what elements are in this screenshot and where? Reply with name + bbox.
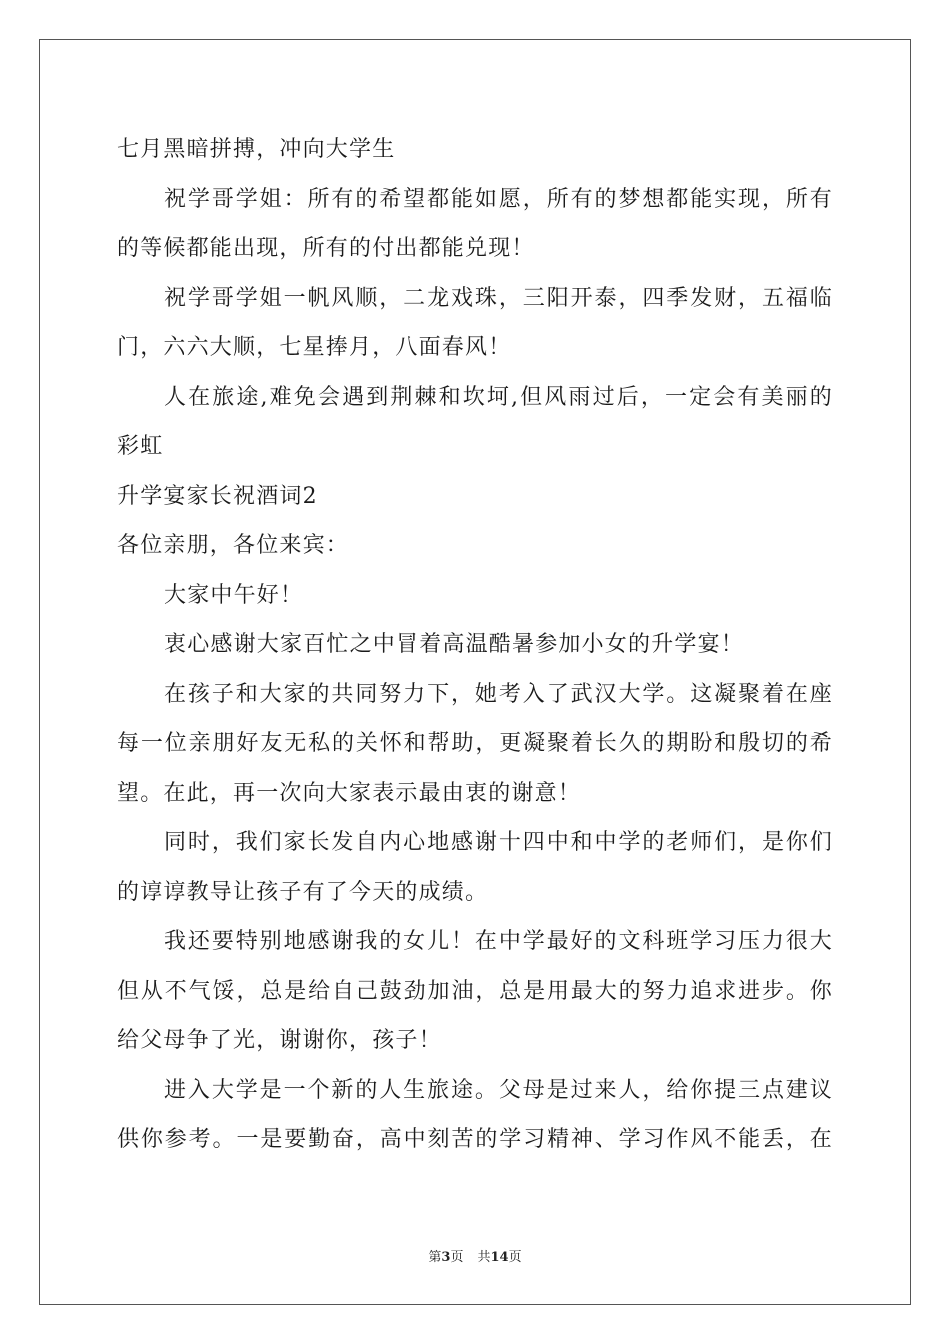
- text-line: 我还要特别地感谢我的女儿！在中学最好的文科班学习压力很大: [164, 929, 833, 954]
- text-line: 在孩子和大家的共同努力下，她考入了武汉大学。这凝聚着在座: [164, 681, 833, 707]
- text-line: 彩虹: [117, 434, 164, 459]
- text-line: 祝学哥学姐：所有的希望都能如愿，所有的梦想都能实现，所有: [164, 186, 833, 212]
- text-line: 祝学哥学姐一帆风顺，二龙戏珠，三阳开泰，四季发财，五福临: [164, 285, 833, 311]
- footer-total-prefix: 共: [477, 1250, 491, 1265]
- footer-prefix: 第: [428, 1250, 442, 1265]
- text-line: 望。在此，再一次向大家表示最由衷的谢意！: [117, 780, 582, 806]
- page-footer: [0, 1246, 950, 1265]
- salutation: 各位亲朋，各位来宾：: [117, 533, 350, 558]
- current-page-number: 3: [441, 1250, 451, 1265]
- text-line: 供你参考。一是要勤奋，高中刻苦的学习精神、学习作风不能丢，在: [117, 1127, 833, 1152]
- text-line: 大家中午好！: [164, 582, 304, 608]
- text-line: 衷心感谢大家百忙之中冒着高温酷暑参加小女的升学宴！: [164, 632, 745, 657]
- text-line: 七月黑暗拼搏，冲向大学生: [117, 137, 396, 162]
- footer-page-suffix: 页: [450, 1250, 464, 1265]
- text-line: 每一位亲朋好友无私的关怀和帮助，更凝聚着长久的期盼和殷切的希: [117, 731, 833, 756]
- text-line: 门，六六大顺，七星捧月，八面春风！: [117, 335, 512, 360]
- section-heading: 升学宴家长祝酒词2: [117, 483, 318, 509]
- text-line: 但从不气馁，总是给自己鼓劲加油，总是用最大的努力追求进步。你: [117, 978, 833, 1004]
- text-line: 进入大学是一个新的人生旅途。父母是过来人，给你提三点建议: [164, 1077, 833, 1103]
- text-line: 的谆谆教导让孩子有了今天的成绩。: [117, 879, 489, 905]
- document-body: [117, 130, 833, 1170]
- text-line: 的等候都能出现，所有的付出都能兑现！: [117, 236, 535, 261]
- text-line: 同时，我们家长发自内心地感谢十四中和中学的老师们，是你们: [164, 830, 833, 855]
- text-line: 人在旅途,难免会遇到荆棘和坎坷,但风雨过后，一定会有美丽的: [164, 384, 833, 410]
- text-line: 给父母争了光，谢谢你，孩子！: [117, 1028, 442, 1053]
- footer-total-suffix: 页: [508, 1250, 522, 1265]
- total-page-count: 14: [490, 1250, 509, 1265]
